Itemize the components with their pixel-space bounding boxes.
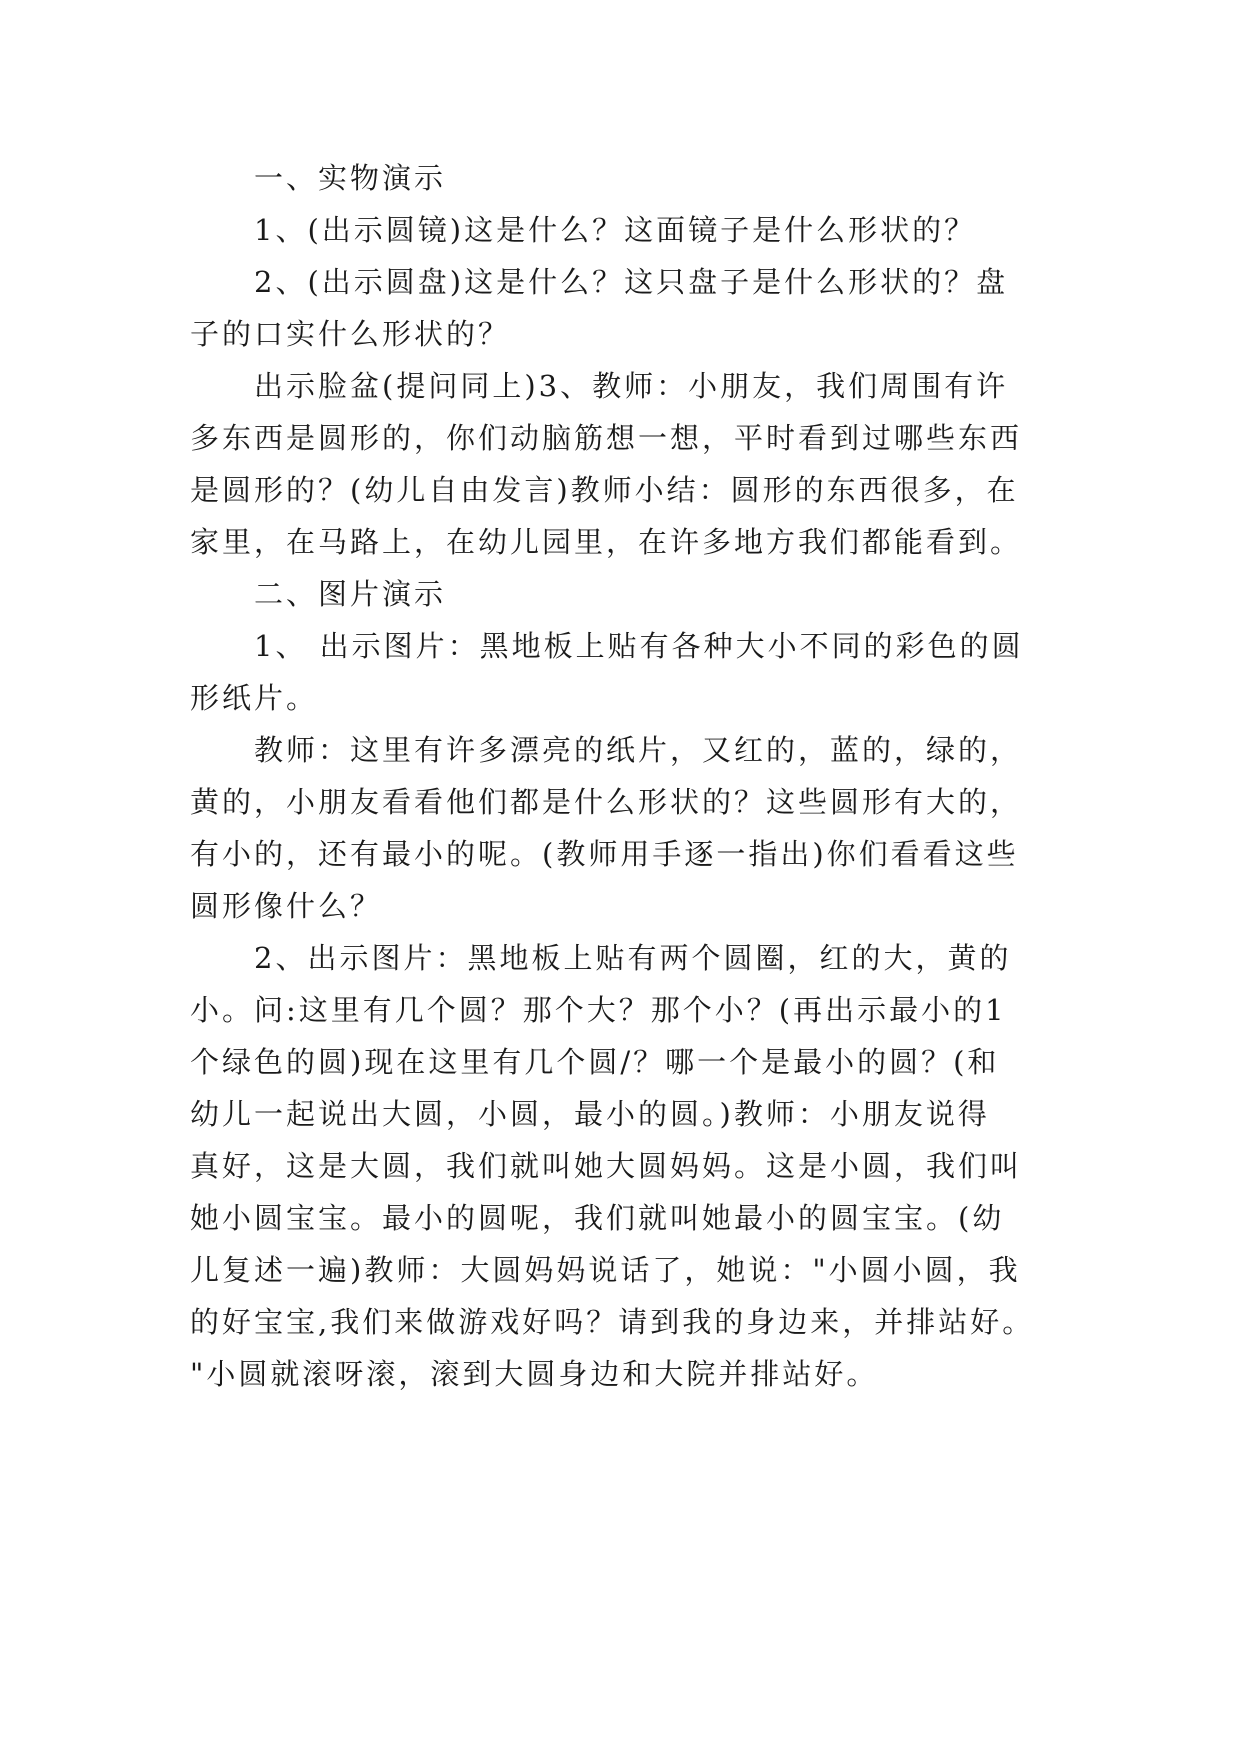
- paragraph-line: 1、(出示圆镜)这是什么？这面镜子是什么形状的？: [254, 213, 977, 247]
- paragraph-line: "小圆就滚呀滚，滚到大圆身边和大院并排站好。: [190, 1357, 879, 1391]
- paragraph-line: 真好，这是大圆，我们就叫她大圆妈妈。这是小圆，我们叫: [190, 1149, 1023, 1183]
- paragraph-line: 小。问:这里有几个圆？那个大？那个小？(再出示最小的1: [190, 993, 1007, 1027]
- paragraph-line: 多东西是圆形的，你们动脑筋想一想，平时看到过哪些东西: [190, 421, 1023, 455]
- paragraph-line: 的好宝宝,我们来做游戏好吗？请到我的身边来，并排站好。: [190, 1305, 1035, 1339]
- paragraph-line: 2、出示图片：黑地板上贴有两个圆圈，红的大，黄的: [254, 941, 1012, 975]
- paragraph-line: 家里，在马路上，在幼儿园里，在许多地方我们都能看到。: [190, 525, 1023, 559]
- paragraph-line: 教师：这里有许多漂亮的纸片，又红的，蓝的，绿的，: [254, 733, 1023, 767]
- section-heading: 二、图片演示: [254, 577, 447, 611]
- paragraph-line: 1、 出示图片：黑地板上贴有各种大小不同的彩色的圆: [254, 629, 1024, 663]
- section-heading: 一、实物演示: [254, 161, 447, 195]
- paragraph-line: 幼儿一起说出大圆，小圆，最小的圆。)教师：小朋友说得: [190, 1097, 990, 1131]
- paragraph-line: 有小的，还有最小的呢。(教师用手逐一指出)你们看看这些: [190, 837, 1019, 871]
- paragraph-line: 是圆形的？(幼儿自由发言)教师小结：圆形的东西很多，在: [190, 473, 1019, 507]
- paragraph-line: 她小圆宝宝。最小的圆呢，我们就叫她最小的圆宝宝。(幼: [190, 1201, 1005, 1235]
- paragraph-line: 子的口实什么形状的？: [190, 317, 511, 351]
- paragraph-line: 出示脸盆(提问同上)3、教师：小朋友，我们周围有许: [254, 369, 1009, 403]
- paragraph-line: 形纸片。: [190, 681, 319, 715]
- paragraph-line: 圆形像什么？: [190, 889, 383, 923]
- paragraph-line: 儿复述一遍)教师：大圆妈妈说话了，她说："小圆小圆，我: [190, 1253, 1021, 1287]
- paragraph-line: 黄的，小朋友看看他们都是什么形状的？这些圆形有大的，: [190, 785, 1023, 819]
- paragraph-line: 个绿色的圆)现在这里有几个圆/？哪一个是最小的圆？(和: [190, 1045, 1000, 1079]
- paragraph-line: 2、(出示圆盘)这是什么？这只盘子是什么形状的？盘: [254, 265, 1009, 299]
